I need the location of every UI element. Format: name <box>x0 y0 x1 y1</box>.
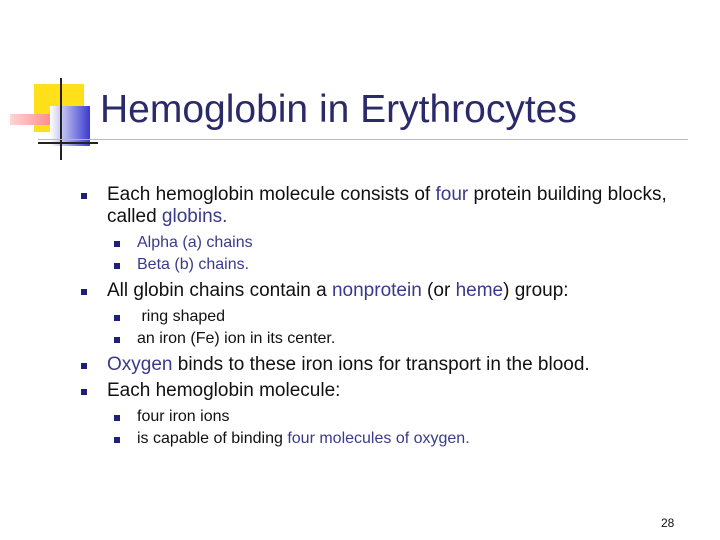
slide-title: Hemoglobin in Erythrocytes <box>100 88 577 131</box>
square-bullet-icon <box>114 415 120 421</box>
square-bullet-icon <box>81 389 87 395</box>
sub-list-item: ring shaped <box>80 306 680 328</box>
horizontal-line <box>38 142 98 144</box>
title-underline <box>38 139 688 140</box>
sub-list-item: Beta (b) chains. <box>80 254 680 276</box>
bullet-group <box>80 184 680 276</box>
square-bullet-icon <box>114 437 120 443</box>
list-item: All globin chains contain a nonprotein (or heme) group: <box>80 280 680 302</box>
bullet-list <box>80 184 680 454</box>
square-bullet-icon <box>114 263 120 269</box>
list-item: Each hemoglobin molecule: <box>80 380 680 402</box>
bullet-group <box>80 354 680 376</box>
square-bullet-icon <box>81 289 87 295</box>
square-bullet-icon <box>114 241 120 247</box>
sub-list-item: Alpha (a) chains <box>80 232 680 254</box>
sub-list-item: an iron (Fe) ion in its center. <box>80 328 680 350</box>
vertical-line <box>60 78 62 160</box>
page-number: 28 <box>661 516 675 530</box>
blue-gradient-square <box>50 106 90 146</box>
decorative-corner-graphic <box>0 0 110 170</box>
bullet-group <box>80 380 680 450</box>
bullet-group <box>80 280 680 350</box>
square-bullet-icon <box>81 193 87 199</box>
list-item: Each hemoglobin molecule consists of four protein building blocks, called globins. <box>80 184 680 228</box>
square-bullet-icon <box>114 337 120 343</box>
square-bullet-icon <box>81 363 87 369</box>
sub-list-item: four iron ions <box>80 406 680 428</box>
square-bullet-icon <box>114 315 120 321</box>
sub-list-item: is capable of binding four molecules of oxygen. <box>80 428 680 450</box>
list-item: Oxygen binds to these iron ions for transport in the blood. <box>80 354 680 376</box>
